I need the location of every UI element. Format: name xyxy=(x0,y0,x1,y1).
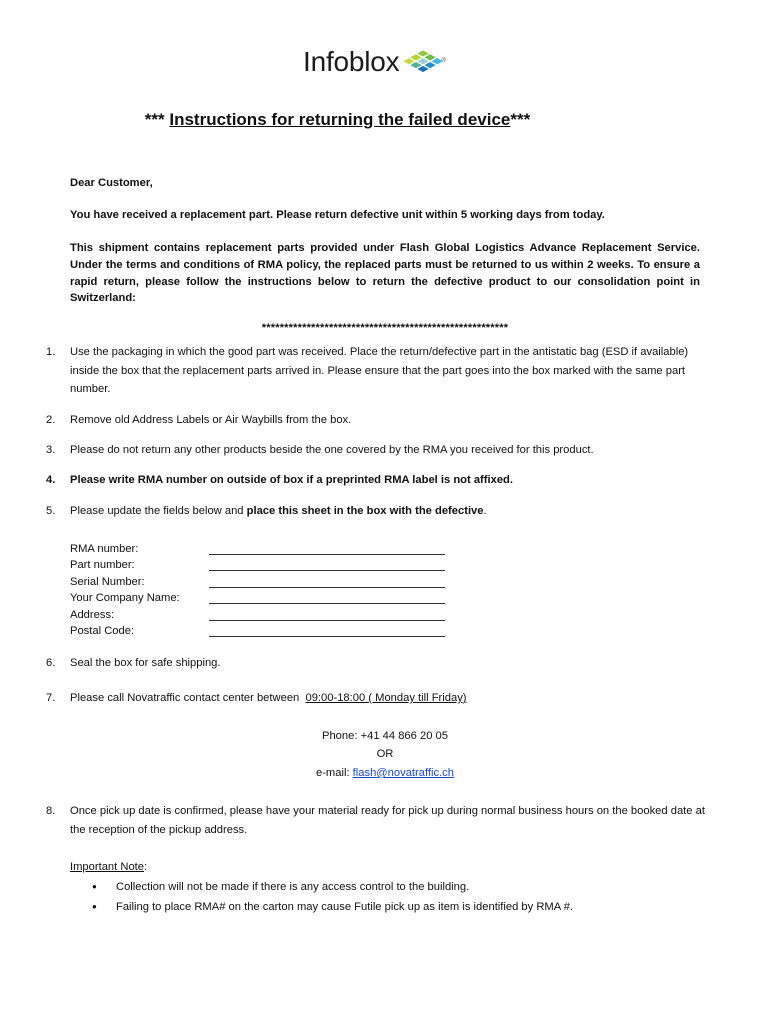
field-serial-number[interactable] xyxy=(70,574,445,590)
step-text: Seal the box for safe shipping. xyxy=(70,657,221,669)
field-label: RMA number: xyxy=(70,543,139,555)
bullet-text: Failing to place RMA# on the carton may cause Futile pick up as item is identified by RMA #. xyxy=(116,901,574,913)
step-5-end: . xyxy=(483,505,487,517)
step-text: Please do not return any other products beside the one covered by the RMA you received for this product. xyxy=(70,444,594,456)
step-number: 4. xyxy=(46,474,56,486)
field-label: Your Company Name: xyxy=(70,592,180,605)
field-label: Part number: xyxy=(70,559,135,572)
step-text: Please write RMA number on outside of box if a preprinted RMA label is not affixed. xyxy=(70,474,513,486)
blank-line[interactable] xyxy=(209,557,445,571)
field-rma-number[interactable] xyxy=(70,541,445,557)
field-label: Serial Number: xyxy=(70,575,145,588)
step-number: 1. xyxy=(46,346,56,358)
important-note-heading xyxy=(70,858,147,877)
registered-mark: ® xyxy=(441,58,446,64)
blank-line[interactable] xyxy=(209,541,445,555)
bullet-icon: ● xyxy=(92,902,97,911)
step-number: 5. xyxy=(46,505,56,517)
title-prefix: *** xyxy=(144,110,170,129)
page-title xyxy=(0,110,675,130)
step-5-plain: Please update the fields below and xyxy=(70,505,247,517)
step-4 xyxy=(46,471,706,490)
email-label: e-mail: xyxy=(315,767,353,779)
step-text xyxy=(70,689,706,708)
step-7-plain: Please call Novatraffic contact center between xyxy=(70,692,306,704)
contact-email-line xyxy=(0,764,770,783)
email-link[interactable]: flash@novatraffic.ch xyxy=(352,767,454,779)
greeting: Dear Customer, xyxy=(70,177,153,189)
title-main: Instructions for returning the failed device xyxy=(169,110,511,129)
blank-line[interactable] xyxy=(209,607,445,621)
step-5 xyxy=(46,502,706,521)
step-3 xyxy=(46,441,706,460)
step-number: 2. xyxy=(46,414,56,426)
shipment-paragraph: This shipment contains replacement parts provided under Flash Global Logistics Advance Replacement Service. Under the terms and conditions of RMA policy, the replaced parts must be returned to us within 2 weeks. To ensure a rapid return, please follow the instructions below to return the defective product to our consolidation point in Switzerland: xyxy=(70,242,700,305)
field-company-name[interactable] xyxy=(70,590,445,606)
logo-text: Infoblox xyxy=(303,46,400,77)
step-text: Remove old Address Labels or Air Waybills from the box. xyxy=(70,414,352,426)
blank-line[interactable] xyxy=(209,623,445,637)
step-2 xyxy=(46,411,706,430)
step-7 xyxy=(46,689,706,708)
step-text: Once pick up date is confirmed, please have your material ready for pick up during normal business hours on the booked date at the reception of the pickup address. xyxy=(70,805,705,836)
important-note-label: Important Note xyxy=(70,861,144,873)
step-8 xyxy=(46,802,706,839)
step-number: 3. xyxy=(46,444,56,456)
separator-line: ******************************************************* xyxy=(261,322,509,334)
field-address[interactable] xyxy=(70,607,445,623)
blank-line[interactable] xyxy=(209,590,445,604)
infoblox-logo xyxy=(303,44,446,80)
note-bullets xyxy=(92,877,573,917)
bullet-icon: ● xyxy=(92,882,97,891)
step-text xyxy=(70,502,706,521)
contact-or: OR xyxy=(376,748,394,760)
list-item xyxy=(92,877,573,897)
step-number: 7. xyxy=(46,692,56,704)
step-number: 6. xyxy=(46,657,56,669)
step-5-bold: place this sheet in the box with the defective xyxy=(246,505,484,517)
contact-hours: 09:00-18:00 ( Monday till Friday) xyxy=(305,692,467,704)
intro-paragraph: You have received a replacement part. Please return defective unit within 5 working days from today. xyxy=(70,209,605,221)
step-text: Use the packaging in which the good part was received. Place the return/defective part in the antistatic bag (ESD if available) inside the box that the replacement parts arrived in. Please ensure that the part goes into the box marked with the same part number. xyxy=(70,346,689,396)
list-item xyxy=(92,897,573,917)
field-label: Address: xyxy=(70,608,115,621)
contact-phone: Phone: +41 44 866 20 05 xyxy=(322,730,448,742)
field-label: Postal Code: xyxy=(70,625,135,638)
step-number: 8. xyxy=(46,805,56,817)
field-part-number[interactable] xyxy=(70,557,445,573)
infoblox-grid-icon xyxy=(403,46,446,78)
step-6 xyxy=(46,654,706,673)
return-form-fields xyxy=(70,541,445,639)
step-1 xyxy=(46,343,706,399)
title-suffix: *** xyxy=(510,110,531,129)
field-postal-code[interactable] xyxy=(70,623,445,639)
blank-line[interactable] xyxy=(209,574,445,588)
bullet-text: Collection will not be made if there is any access control to the building. xyxy=(116,881,470,893)
important-note-colon: : xyxy=(144,861,148,873)
